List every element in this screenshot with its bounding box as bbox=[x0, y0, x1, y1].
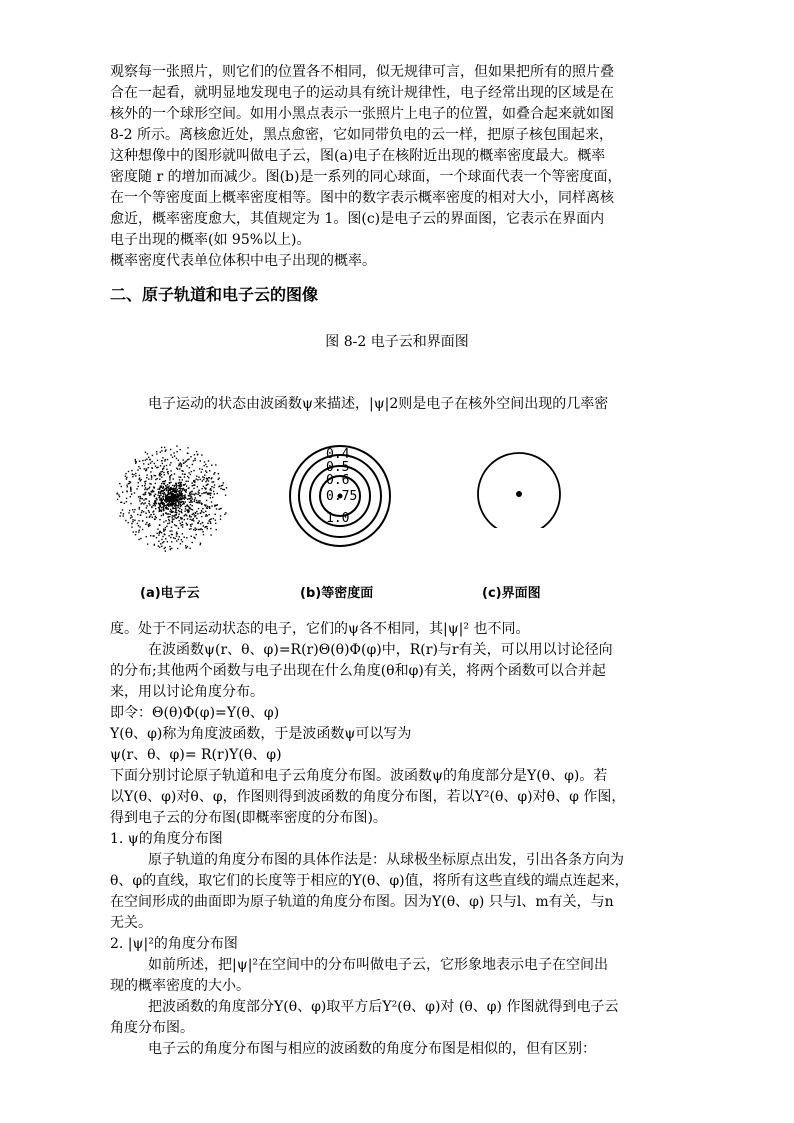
body-line: 把波函数的角度部分Y(θ、φ)取平方后Y²(θ、φ)对 (θ、φ) 作图就得到电子云 bbox=[148, 999, 619, 1015]
section-heading: 二、原子轨道和电子云的图像 bbox=[110, 285, 319, 304]
body-line: 如前所述，把|ψ|²在空间中的分布叫做电子云，它形象地表示电子在空间出 bbox=[148, 957, 609, 973]
boundary-surface-diagram bbox=[474, 438, 564, 528]
electron-cloud-diagram bbox=[112, 438, 232, 558]
panel-a-label: (a)电子云 bbox=[140, 586, 200, 601]
intro-line: 8-2 所示。离核愈近处，黑点愈密，它如同带负电的云一样，把原子核包围起来， bbox=[110, 127, 613, 143]
density-surfaces-diagram bbox=[286, 438, 396, 548]
body-line: 以Y(θ、φ)对θ、φ，作图则得到波函数的角度分布图，若以Y²(θ、φ)对θ、φ 作图， bbox=[110, 789, 626, 805]
intro-line: 核外的一个球形空间。如用小黑点表示一张照片上电子的位置，如叠合起来就如图 bbox=[110, 106, 614, 122]
body-line: 在空间形成的曲面即为原子轨道的角度分布图。因为Y(θ、φ) 只与l、m有关，与n bbox=[110, 894, 614, 910]
density-label-2: 0.5 bbox=[326, 460, 350, 475]
body-line: 在波函数ψ(r、θ、φ)=R(r)Θ(θ)Φ(φ)中，R(r)与r有关，可以用以讨论径向 bbox=[148, 642, 613, 658]
body-line: 的分布;其他两个函数与电子出现在什么角度(θ和φ)有关，将两个函数可以合并起 bbox=[110, 663, 606, 679]
body-line: 1. ψ的角度分布图 bbox=[110, 831, 223, 847]
density-label-4: 0.75 bbox=[326, 489, 358, 504]
body-line: 无关。 bbox=[110, 915, 152, 931]
boundary-circle bbox=[478, 453, 560, 528]
body-line: θ、φ的直线，取它们的长度等于相应的Y(θ、φ)值，将所有这些直线的端点连起来， bbox=[110, 873, 629, 889]
intro-line: 在一个等密度面上概率密度相等。图中的数字表示概率密度的相对大小，同样离核 bbox=[110, 190, 614, 206]
intro-line: 愈近，概率密度愈大，其值规定为 1。图(c)是电子云的界面图，它表示在界面内 bbox=[110, 211, 605, 227]
nucleus-dot bbox=[516, 491, 522, 497]
panel-b-label: (b)等密度面 bbox=[300, 586, 374, 601]
panel-c-label: (c)界面图 bbox=[482, 586, 541, 601]
density-label-5: 1.0 bbox=[326, 511, 350, 526]
intro-line: 观察每一张照片，则它们的位置各不相同，似无规律可言，但如果把所有的照片叠 bbox=[110, 64, 614, 80]
cloud-dots bbox=[116, 445, 227, 551]
intro-line: 这种想像中的图形就叫做电子云，图(a)电子在核附近出现的概率密度最大。概率 bbox=[110, 148, 606, 164]
intro-line: 合在一起看，就明显地发现电子的运动具有统计规律性，电子经常出现的区域是在 bbox=[110, 85, 614, 101]
body-line: 即令：Θ(θ)Φ(φ)=Y(θ、φ) bbox=[110, 705, 280, 721]
figure-caption: 图 8-2 电子云和界面图 bbox=[325, 334, 469, 350]
body-line: 来，用以讨论角度分布。 bbox=[110, 684, 264, 700]
intro-line: 电子出现的概率(如 95%以上)。 bbox=[110, 232, 311, 248]
density-label-1: 0.4 bbox=[326, 447, 350, 462]
density-label-3: 0.6 bbox=[326, 473, 350, 488]
intro-line: 概率密度代表单位体积中电子出现的概率。 bbox=[110, 253, 376, 269]
body-line: 2. |ψ|²的角度分布图 bbox=[110, 936, 238, 952]
body-line: ψ(r、θ、φ)= R(r)Y(θ、φ) bbox=[110, 747, 282, 763]
body-line: 度。处于不同运动状态的电子，它们的ψ各不相同，其|ψ|² 也不同。 bbox=[110, 621, 530, 637]
body-line: 角度分布图。 bbox=[110, 1020, 194, 1036]
body-line: 现的概率密度的大小。 bbox=[110, 978, 250, 994]
body-line: 得到电子云的分布图(即概率密度的分布图)。 bbox=[110, 810, 387, 826]
pre-figure-line: 电子运动的状态由波函数ψ来描述，|ψ|2则是电子在核外空间出现的几率密 bbox=[148, 396, 609, 412]
body-line: Y(θ、φ)称为角度波函数，于是波函数ψ可以写为 bbox=[110, 726, 412, 742]
intro-line: 密度随 r 的增加而减少。图(b)是一系列的同心球面，一个球面代表一个等密度面， bbox=[110, 169, 622, 185]
body-line: 下面分别讨论原子轨道和电子云角度分布图。波函数ψ的角度部分是Y(θ、φ)。若 bbox=[110, 768, 608, 784]
body-line: 电子云的角度分布图与相应的波函数的角度分布图是相似的，但有区别： bbox=[148, 1041, 596, 1057]
body-line: 原子轨道的角度分布图的具体作法是：从球极坐标原点出发，引出各条方向为 bbox=[148, 852, 624, 868]
